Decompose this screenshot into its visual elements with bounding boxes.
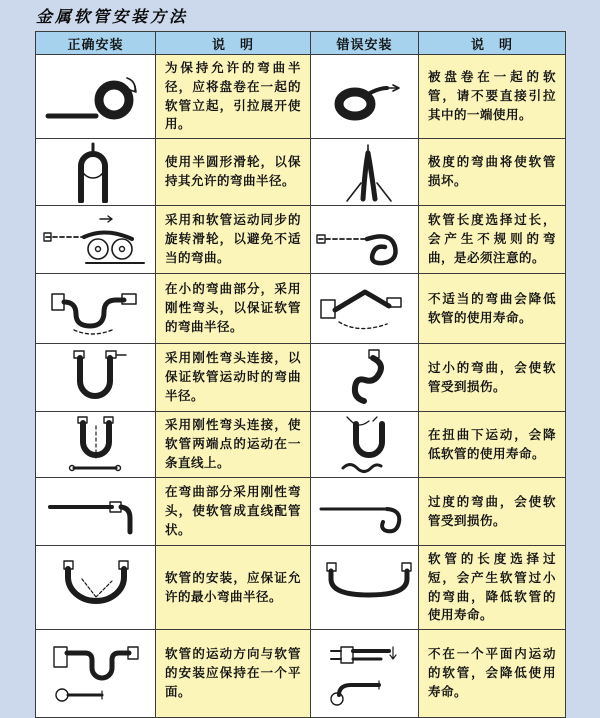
hose-motion-out-of-plane-illustration: [313, 639, 417, 709]
wrong-illustration-cell: [311, 344, 419, 412]
table-row: [36, 478, 566, 546]
header-correct-install: 正确安装: [36, 32, 156, 55]
table-row: [36, 546, 566, 630]
coiled-hose-stood-up-and-unrolled-illustration: [40, 66, 152, 128]
table-row: [36, 55, 566, 139]
correct-illustration-cell: [36, 630, 156, 718]
wrong-install-note: 过度的弯曲，会使软管受到损伤。: [419, 478, 566, 546]
correct-install-note: 软管的运动方向与软管的安装应保持在一个平面。: [156, 630, 311, 718]
table-row: [36, 139, 566, 206]
header-wrong-install: 错误安装: [311, 32, 419, 55]
correct-illustration-cell: [36, 55, 156, 139]
hose-motion-in-one-plane-illustration: [40, 641, 152, 707]
u-hose-moving-under-twist-illustration: [313, 414, 417, 476]
wrong-illustration-cell: [311, 274, 419, 344]
improper-sharp-bend-illustration: [313, 278, 417, 340]
coil-pulled-from-one-end-illustration: [313, 66, 417, 128]
hose-on-synchronized-rotating-pulleys-illustration: [40, 209, 152, 271]
correct-illustration-cell: [36, 274, 156, 344]
correct-illustration-cell: [36, 206, 156, 274]
correct-illustration-cell: [36, 478, 156, 546]
correct-install-note: 软管的安装，应保证允许的最小弯曲半径。: [156, 546, 311, 630]
correct-illustration-cell: [36, 344, 156, 412]
wrong-install-note: 在扭曲下运动，会降低软管的使用寿命。: [419, 412, 566, 478]
correct-illustration-cell: [36, 412, 156, 478]
overlong-hose-irregular-loop-illustration: [313, 209, 417, 271]
wrong-install-note: 软管的长度选择过短，会产生软管过小的弯曲，降低软管的使用寿命。: [419, 546, 566, 630]
table-row: [36, 630, 566, 718]
straight-hose-with-rigid-elbow-illustration: [40, 481, 152, 543]
table-row: [36, 274, 566, 344]
overbent-hose-end-illustration: [313, 481, 417, 543]
correct-install-note: 为保持允许的弯曲半径，应将盘卷在一起的软管立起，引拉展开使用。: [156, 55, 311, 139]
correct-install-note: 采用刚性弯头连接，使软管两端点的运动在一条直线上。: [156, 412, 311, 478]
extremely-folded-hose-illustration: [313, 141, 417, 203]
wrong-install-note: 被盘卷在一起的软管，请不要直接引拉其中的一端使用。: [419, 55, 566, 139]
correct-illustration-cell: [36, 546, 156, 630]
wrong-illustration-cell: [311, 546, 419, 630]
header-wrong-note: 说 明: [419, 32, 566, 55]
too-small-bend-hook-illustration: [313, 347, 417, 409]
correct-install-note: 使用半圆形滑轮，以保持其允许的弯曲半径。: [156, 139, 311, 206]
header-row: [36, 32, 566, 55]
wrong-install-note: 不适当的弯曲会降低软管的使用寿命。: [419, 274, 566, 344]
correct-install-note: 在弯曲部分采用刚性弯头，使软管成直线配管状。: [156, 478, 311, 546]
install-method-table: [35, 31, 566, 718]
wrong-install-note: 软管长度选择过长，会产生不规则的弯曲，是必须注意的。: [419, 206, 566, 274]
u-hose-ends-moving-in-straight-line-illustration: [40, 414, 152, 476]
wrong-install-note: 极度的弯曲将使软管损坏。: [419, 139, 566, 206]
too-short-hose-flat-bend-illustration: [313, 557, 417, 619]
minimum-bend-radius-semicircle-illustration: [40, 557, 152, 619]
table-row: [36, 412, 566, 478]
correct-install-note: 采用和软管运动同步的旋转滑轮，以避免不适当的弯曲。: [156, 206, 311, 274]
wrong-illustration-cell: [311, 630, 419, 718]
wrong-illustration-cell: [311, 55, 419, 139]
table-row: [36, 344, 566, 412]
wrong-illustration-cell: [311, 412, 419, 478]
wrong-install-note: 过小的弯曲，会使软管受到损伤。: [419, 344, 566, 412]
correct-install-note: 采用刚性弯头连接，以保证软管运动时的弯曲半径。: [156, 344, 311, 412]
page-title: 金属软管安装方法: [36, 7, 189, 26]
u-hose-with-rigid-elbow-connections-illustration: [40, 347, 152, 409]
wrong-illustration-cell: [311, 139, 419, 206]
correct-illustration-cell: [36, 139, 156, 206]
wrong-illustration-cell: [311, 206, 419, 274]
rigid-elbow-at-small-bend-illustration: [40, 278, 152, 340]
hose-over-semicircular-pulley-illustration: [40, 141, 152, 203]
wrong-illustration-cell: [311, 478, 419, 546]
table-row: [36, 206, 566, 274]
correct-install-note: 在小的弯曲部分，采用刚性弯头，以保证软管的弯曲半径。: [156, 274, 311, 344]
header-correct-note: 说 明: [156, 32, 311, 55]
wrong-install-note: 不在一个平面内运动的软管，会降低使用寿命。: [419, 630, 566, 718]
